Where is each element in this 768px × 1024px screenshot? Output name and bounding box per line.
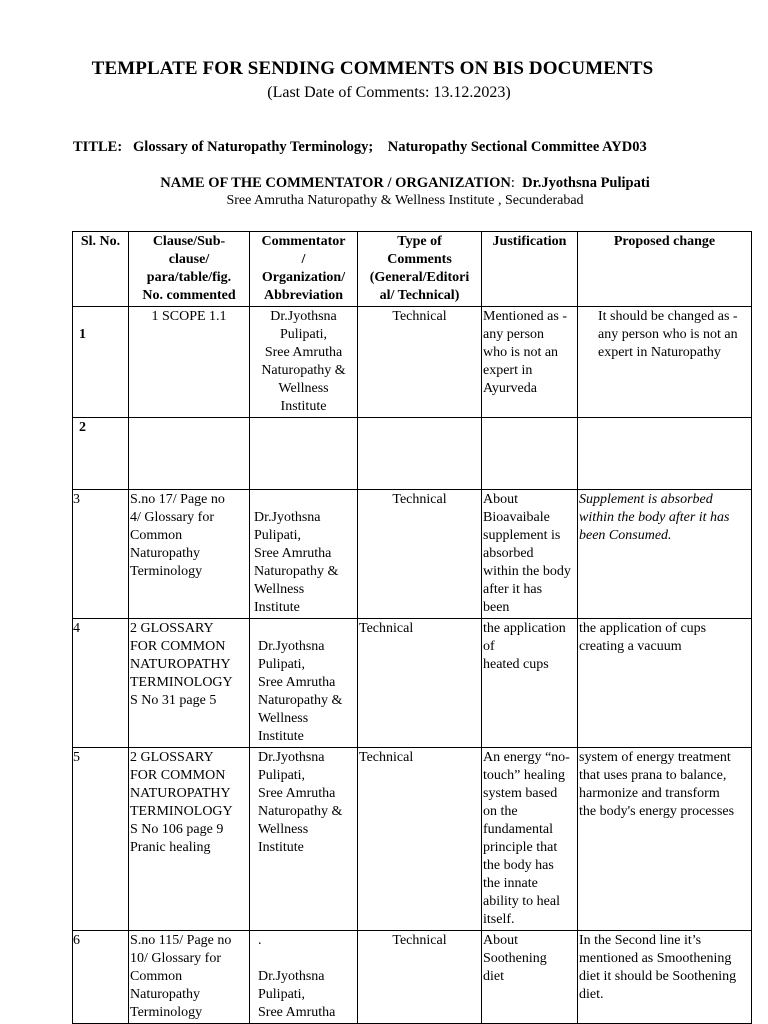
- last-date-of-comments: (Last Date of Comments: 13.12.2023): [267, 84, 511, 101]
- header-type-of-comments: Type of Comments (General/Editori al/ Technical): [358, 232, 482, 307]
- commentator-line: [0, 175, 768, 192]
- row-clause: S.no 17/ Page no 4/ Glossary for Common Naturopathy Terminology: [129, 490, 250, 619]
- commentator-label: NAME OF THE COMMENTATOR / ORGANIZATION: [160, 175, 511, 191]
- row-commentator: Dr.Jyothsna Pulipati, Sree Amrutha Naturopathy & Wellness Institute: [250, 748, 358, 931]
- row-commentator: . Dr.Jyothsna Pulipati, Sree Amrutha: [250, 931, 358, 1024]
- row-commentator: [250, 418, 358, 490]
- row-sl-no: 6: [73, 931, 129, 1024]
- row-proposed-change: the application of cups creating a vacuum: [578, 619, 752, 748]
- page-title: TEMPLATE FOR SENDING COMMENTS ON BIS DOCUMENTS: [91, 58, 654, 79]
- row-commentator: Dr.Jyothsna Pulipati, Sree Amrutha Naturopathy & Wellness Institute: [250, 307, 358, 418]
- row-sl-no: 5: [73, 748, 129, 931]
- table-row: [73, 307, 752, 418]
- commentator-colon: :: [510, 175, 523, 191]
- row-clause: [129, 418, 250, 490]
- row-justification: An energy “no- touch” healing system based on the fundamental principle that the body has the innate ability to heal itself.: [482, 748, 578, 931]
- row-justification: Mentioned as - any person who is not an expert in Ayurveda: [482, 307, 578, 418]
- row-proposed-change: system of energy treatment that uses prana to balance, harmonize and transform the body's energy processes: [578, 748, 752, 931]
- row-justification: the application of heated cups: [482, 619, 578, 748]
- row-proposed-change: [578, 418, 752, 490]
- row-clause: 1 SCOPE 1.1: [129, 307, 250, 418]
- organization-line: Sree Amrutha Naturopathy & Wellness Institute , Secunderabad: [226, 193, 584, 208]
- header-proposed-change: Proposed change: [578, 232, 752, 307]
- row-type: Technical: [358, 619, 482, 748]
- row-commentator: Dr.Jyothsna Pulipati, Sree Amrutha Naturopathy & Wellness Institute: [250, 490, 358, 619]
- row-sl-no: 3: [73, 490, 129, 619]
- row-sl-no: [73, 307, 129, 418]
- row-sl-no-value: 1: [79, 327, 86, 342]
- row-type: Technical: [358, 748, 482, 931]
- row-proposed-change: It should be changed as - any person who is not an expert in Naturopathy: [578, 307, 752, 418]
- row-clause: S.no 115/ Page no 10/ Glossary for Common Naturopathy Terminology: [129, 931, 250, 1024]
- row-proposed-change: In the Second line it’s mentioned as Smoothening diet it should be Soothening diet.: [578, 931, 752, 1024]
- row-clause: 2 GLOSSARY FOR COMMON NATUROPATHY TERMINOLOGY S No 31 page 5: [129, 619, 250, 748]
- header-commentator: Commentator / Organization/ Abbreviation: [250, 232, 358, 307]
- header-sl-no: Sl. No.: [73, 232, 129, 307]
- row-sl-no: 4: [73, 619, 129, 748]
- row-justification: About Soothening diet: [482, 931, 578, 1024]
- table-row: [73, 748, 752, 931]
- row-type: [358, 418, 482, 490]
- table-row: [73, 418, 752, 490]
- row-proposed-change: Supplement is absorbed within the body after it has been Consumed.: [578, 490, 752, 619]
- table-row: [73, 490, 752, 619]
- row-commentator: Dr.Jyothsna Pulipati, Sree Amrutha Naturopathy & Wellness Institute: [250, 619, 358, 748]
- comments-table: [72, 231, 752, 1024]
- row-type: Technical: [358, 490, 482, 619]
- document-title-line: TITLE: Glossary of Naturopathy Terminology; Naturopathy Sectional Committee AYD03: [73, 139, 647, 155]
- header-justification: Justification: [482, 232, 578, 307]
- commentator-name: Dr.Jyothsna Pulipati: [522, 175, 650, 191]
- table-header-row: [73, 232, 752, 307]
- table-row: [73, 619, 752, 748]
- row-justification: [482, 418, 578, 490]
- row-sl-no: 2: [73, 418, 129, 490]
- header-clause: Clause/Sub- clause/ para/table/fig. No. commented: [129, 232, 250, 307]
- row-type: Technical: [358, 307, 482, 418]
- table-row: [73, 931, 752, 1024]
- row-justification: About Bioavaibale supplement is absorbed within the body after it has been: [482, 490, 578, 619]
- row-type: Technical: [358, 931, 482, 1024]
- row-clause: 2 GLOSSARY FOR COMMON NATUROPATHY TERMINOLOGY S No 106 page 9 Pranic healing: [129, 748, 250, 931]
